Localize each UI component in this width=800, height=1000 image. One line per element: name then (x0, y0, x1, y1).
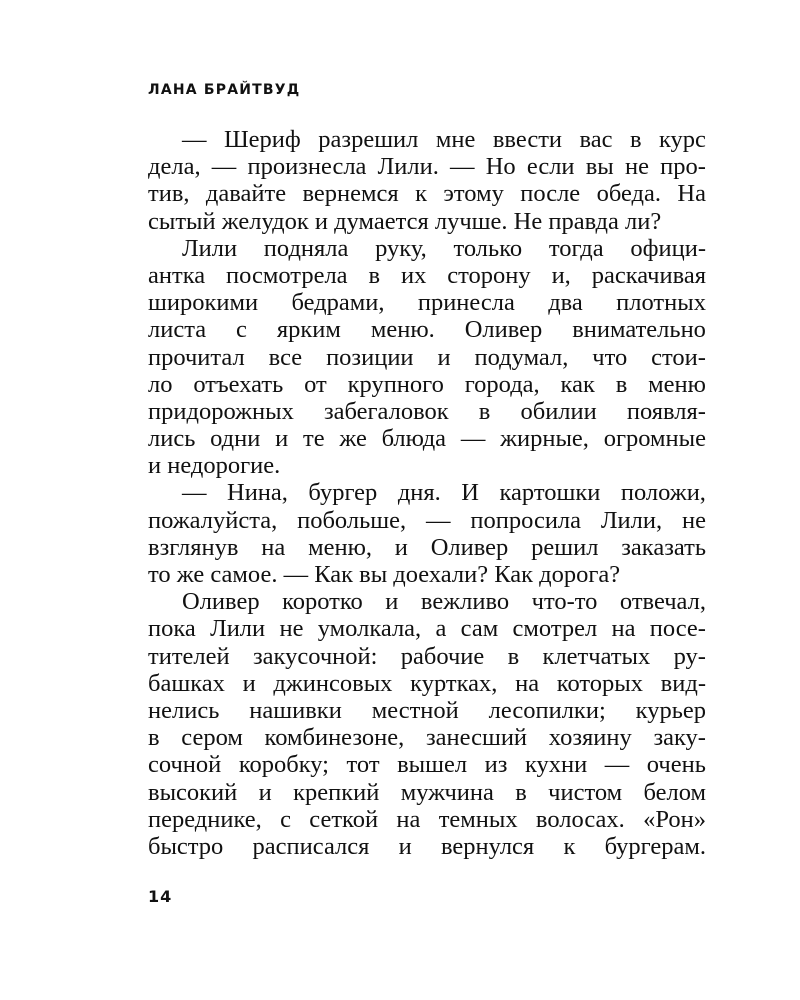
text-line-content: и недорогие. (148, 452, 281, 480)
text-line: высокий и крепкий мужчина в чистом белом (148, 778, 706, 806)
text-line: — Шериф разрешил мне ввести вас в курс (182, 126, 706, 153)
text-line: быстро расписался и вернулся к бургерам. (148, 832, 706, 860)
text-line: пока Лили не умолкала, а сам смотрел на посе- (148, 615, 706, 643)
text-line: прочитал все позиции и подумал, что стои- (148, 343, 706, 371)
text-line: придорожных забегаловок в обилии появля- (148, 397, 706, 425)
text-line: антка посмотрела в их сторону и, раскачивая (148, 261, 706, 289)
text-line: Оливер коротко и вежливо что-то отвечал, (182, 588, 706, 616)
text-line: тив, давайте вернемся к этому после обеда. На (148, 180, 706, 208)
text-line: — Нина, бургер дня. И картошки положи, (182, 479, 706, 507)
page-number: 14 (148, 887, 173, 906)
text-line: в сером комбинезоне, занесший хозяину заку- (148, 724, 706, 752)
text-line: Лили подняла руку, только тогда офици- (182, 234, 706, 262)
running-head-author: ЛАНА БРАЙТВУД (148, 82, 301, 98)
text-line: переднике, с сеткой на темных волосах. «Рон» (148, 805, 706, 833)
text-line: башках и джинсовых куртках, на которых вид- (148, 669, 706, 697)
text-line: сочной коробку; тот вышел из кухни — очень (148, 751, 706, 779)
text-line (148, 208, 706, 235)
text-line: лись одни и те же блюда — жирные, огромные (148, 425, 706, 453)
text-line: взглянув на меню, и Оливер решил заказать (148, 533, 706, 561)
text-line: пожалуйста, побольше, — попросила Лили, не (148, 506, 706, 534)
text-line: широкими бедрами, принесла два плотных (148, 289, 706, 317)
text-line: ло отъехать от крупного города, как в меню (148, 370, 706, 398)
body-text (148, 126, 706, 860)
text-line: листа с ярким меню. Оливер внимательно (148, 316, 706, 344)
text-line (148, 452, 706, 479)
text-line: дела, — произнесла Лили. — Но если вы не про- (148, 153, 706, 181)
text-line-content: то же самое. — Как вы доехали? Как дорога? (148, 561, 621, 588)
text-line: тителей закусочной: рабочие в клетчатых ру- (148, 642, 706, 670)
text-line (148, 561, 706, 588)
text-line-content: сытый желудок и думается лучше. Не правда ли? (148, 207, 662, 235)
text-line: нелись нашивки местной лесопилки; курьер (148, 696, 706, 724)
